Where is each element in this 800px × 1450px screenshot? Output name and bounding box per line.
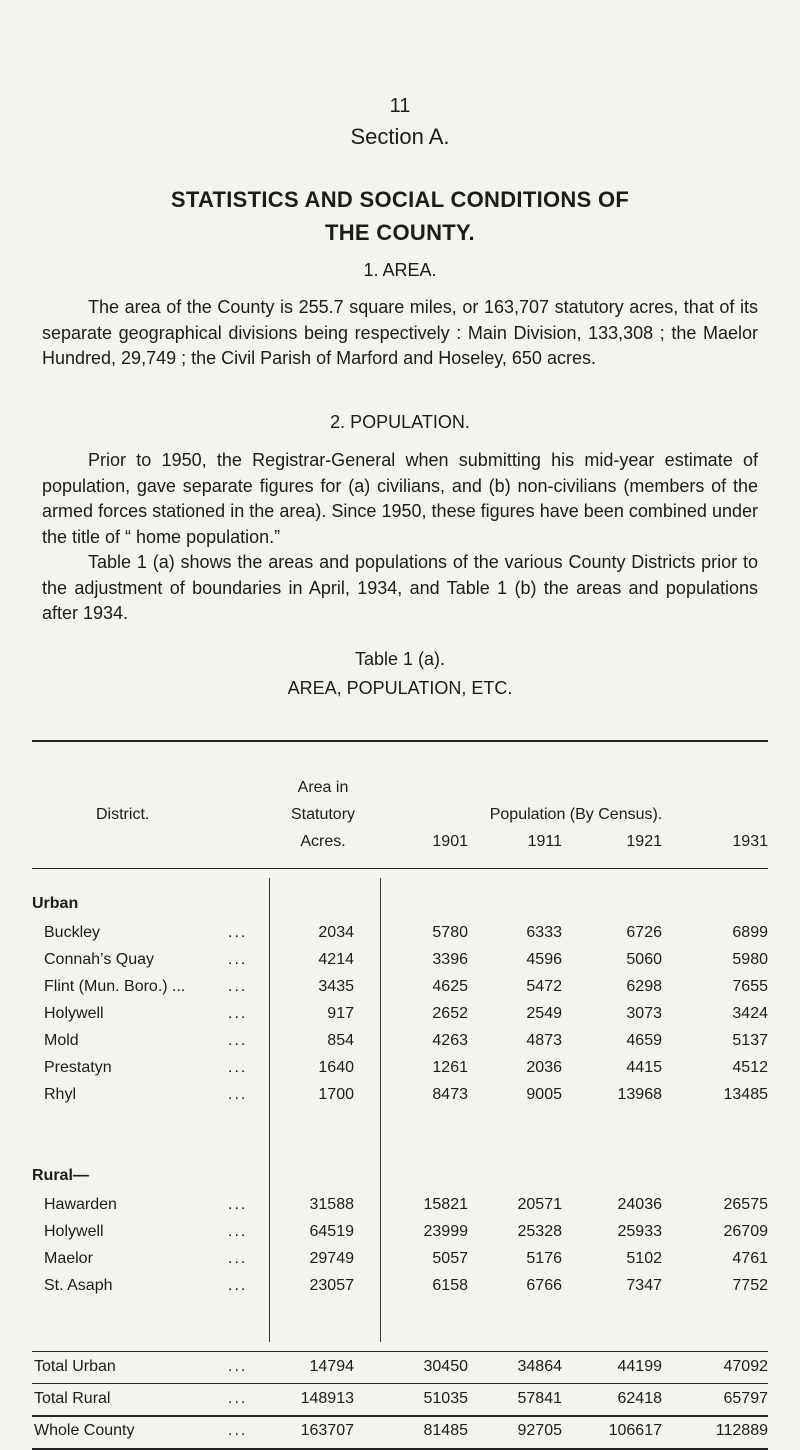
district-name: Total Urban xyxy=(34,1358,116,1375)
population-1911: 5176 xyxy=(526,1250,562,1267)
page-title-line-1: STATISTICS AND SOCIAL CONDITIONS OF xyxy=(170,187,630,212)
district-name: Holywell xyxy=(44,1005,104,1022)
column-divider-1 xyxy=(269,878,270,1342)
population-1921: 24036 xyxy=(617,1196,662,1213)
leader-dots: ... xyxy=(228,1196,248,1213)
population-1921: 5102 xyxy=(626,1250,662,1267)
population-1921: 25933 xyxy=(617,1223,662,1240)
district-name: Flint (Mun. Boro.) ... xyxy=(44,978,186,995)
page-number: 11 xyxy=(389,95,411,117)
area-heading: 1. AREA. xyxy=(363,260,437,280)
population-1931: 47092 xyxy=(723,1358,768,1375)
population-1911: 4596 xyxy=(526,951,562,968)
acres-value: 4214 xyxy=(318,951,354,968)
leader-dots: ... xyxy=(228,1250,248,1267)
leader-dots: ... xyxy=(228,924,248,941)
total-urban-rule xyxy=(32,1383,768,1384)
population-1901: 3396 xyxy=(432,951,468,968)
population-1921: 44199 xyxy=(617,1358,662,1375)
population-1911: 2549 xyxy=(526,1005,562,1022)
leader-dots: ... xyxy=(228,1059,248,1076)
population-1911: 4873 xyxy=(526,1032,562,1049)
leader-dots: ... xyxy=(228,1005,248,1022)
totals-top-rule xyxy=(32,1351,768,1352)
population-1931: 26709 xyxy=(723,1223,768,1240)
table-top-rule xyxy=(32,740,768,742)
population-1911: 34864 xyxy=(517,1358,562,1375)
population-1901: 51035 xyxy=(423,1390,468,1407)
district-name: Whole County xyxy=(34,1422,135,1439)
header-area-line-2: Statutory xyxy=(290,806,356,823)
population-1921: 6726 xyxy=(626,924,662,941)
district-name: Holywell xyxy=(44,1223,104,1240)
district-name: Maelor xyxy=(44,1250,93,1267)
leader-dots: ... xyxy=(228,1032,248,1049)
leader-dots: ... xyxy=(228,978,248,995)
population-1931: 4761 xyxy=(732,1250,768,1267)
population-1931: 6899 xyxy=(732,924,768,941)
population-1911: 9005 xyxy=(526,1086,562,1103)
population-1901: 4625 xyxy=(432,978,468,995)
acres-value: 3435 xyxy=(318,978,354,995)
population-1931: 65797 xyxy=(723,1390,768,1407)
population-1911: 2036 xyxy=(526,1059,562,1076)
urban-group-label: Urban xyxy=(32,895,79,912)
leader-dots: ... xyxy=(228,1358,248,1375)
population-paragraph-2: Table 1 (a) shows the areas and populations of the various County Districts prior to the adjustment of boundaries in April, 1934, and Table 1 (b) the areas and populations after 1934. xyxy=(42,552,758,623)
population-1901: 6158 xyxy=(432,1277,468,1294)
header-year-1911: 1911 xyxy=(527,833,562,850)
population-1921: 4659 xyxy=(626,1032,662,1049)
district-name: Prestatyn xyxy=(44,1059,112,1076)
population-1931: 26575 xyxy=(723,1196,768,1213)
acres-value: 23057 xyxy=(309,1277,354,1294)
acres-value: 1700 xyxy=(318,1086,354,1103)
population-1911: 92705 xyxy=(517,1422,562,1439)
population-1921: 62418 xyxy=(617,1390,662,1407)
district-name: Connah’s Quay xyxy=(44,951,154,968)
population-1901: 1261 xyxy=(432,1059,468,1076)
population-1901: 4263 xyxy=(432,1032,468,1049)
column-divider-2 xyxy=(380,878,381,1342)
population-1911: 20571 xyxy=(517,1196,562,1213)
section-heading: Section A. xyxy=(350,124,450,149)
population-heading: 2. POPULATION. xyxy=(330,412,470,432)
header-year-1901: 1901 xyxy=(432,833,468,850)
acres-value: 148913 xyxy=(300,1390,354,1407)
population-1921: 3073 xyxy=(626,1005,662,1022)
header-year-1931: 1931 xyxy=(732,833,768,850)
total-rural-rule xyxy=(32,1415,768,1417)
leader-dots: ... xyxy=(228,1086,248,1103)
population-1921: 7347 xyxy=(626,1277,662,1294)
table-title: AREA, POPULATION, ETC. xyxy=(287,678,513,698)
population-1931: 4512 xyxy=(732,1059,768,1076)
population-1901: 15821 xyxy=(423,1196,468,1213)
population-1921: 6298 xyxy=(626,978,662,995)
population-1901: 2652 xyxy=(432,1005,468,1022)
district-name: Total Rural xyxy=(34,1390,111,1407)
acres-value: 31588 xyxy=(309,1196,354,1213)
acres-value: 917 xyxy=(327,1005,354,1022)
header-area-line-3: Acres. xyxy=(300,833,346,850)
acres-value: 854 xyxy=(327,1032,354,1049)
area-paragraph: The area of the County is 255.7 square miles, or 163,707 statutory acres, that of its separate geographical divisions being respectively : Main Division, 133,308 ; the Maelor Hundred, 29,749 ; the Civil Parish of Marford and Hoseley, 650 acres. xyxy=(42,297,758,368)
acres-value: 2034 xyxy=(318,924,354,941)
population-1911: 6333 xyxy=(526,924,562,941)
population-1901: 5057 xyxy=(432,1250,468,1267)
acres-value: 29749 xyxy=(309,1250,354,1267)
population-1911: 57841 xyxy=(517,1390,562,1407)
acres-value: 64519 xyxy=(309,1223,354,1240)
population-1901: 5780 xyxy=(432,924,468,941)
acres-value: 163707 xyxy=(300,1422,354,1439)
leader-dots: ... xyxy=(228,1277,248,1294)
district-name: Rhyl xyxy=(44,1086,77,1103)
header-population: Population (By Census). xyxy=(489,806,663,823)
rural-group-label: Rural— xyxy=(32,1167,89,1184)
population-1911: 5472 xyxy=(526,978,562,995)
population-1921: 106617 xyxy=(608,1422,662,1439)
table-caption: Table 1 (a). xyxy=(354,649,446,669)
header-rule xyxy=(32,868,768,869)
population-1901: 30450 xyxy=(423,1358,468,1375)
leader-dots: ... xyxy=(228,1223,248,1240)
population-1901: 81485 xyxy=(423,1422,468,1439)
acres-value: 1640 xyxy=(318,1059,354,1076)
page-title xyxy=(0,183,800,249)
leader-dots: ... xyxy=(228,1422,248,1439)
leader-dots: ... xyxy=(228,1390,248,1407)
population-1931: 5137 xyxy=(732,1032,768,1049)
district-name: St. Asaph xyxy=(44,1277,113,1294)
page-title-line-2: THE COUNTY. xyxy=(325,220,475,245)
population-1931: 112889 xyxy=(715,1422,768,1439)
population-1921: 13968 xyxy=(617,1086,662,1103)
district-name: Hawarden xyxy=(44,1196,117,1213)
population-1921: 4415 xyxy=(626,1059,662,1076)
district-name: Mold xyxy=(44,1032,79,1049)
district-name: Buckley xyxy=(44,924,101,941)
population-paragraph-1: Prior to 1950, the Registrar-General when submitting his mid-year estimate of population, gave separate figures for (a) civilians, and (b) non-civilians (members of the armed forces stationed in the area). Since 1950, these figures have been combined under the title of “ home population.” xyxy=(42,450,758,547)
header-district: District. xyxy=(96,806,150,823)
population-1921: 5060 xyxy=(626,951,662,968)
population-1931: 13485 xyxy=(723,1086,768,1103)
population-1931: 3424 xyxy=(732,1005,768,1022)
header-area-line-1: Area in xyxy=(297,779,349,796)
population-1911: 6766 xyxy=(526,1277,562,1294)
population-1931: 7752 xyxy=(732,1277,768,1294)
population-1931: 5980 xyxy=(732,951,768,968)
header-year-1921: 1921 xyxy=(626,833,662,850)
population-1931: 7655 xyxy=(732,978,768,995)
population-1901: 8473 xyxy=(432,1086,468,1103)
acres-value: 14794 xyxy=(309,1358,354,1375)
population-1911: 25328 xyxy=(517,1223,562,1240)
population-1901: 23999 xyxy=(423,1223,468,1240)
leader-dots: ... xyxy=(228,951,248,968)
